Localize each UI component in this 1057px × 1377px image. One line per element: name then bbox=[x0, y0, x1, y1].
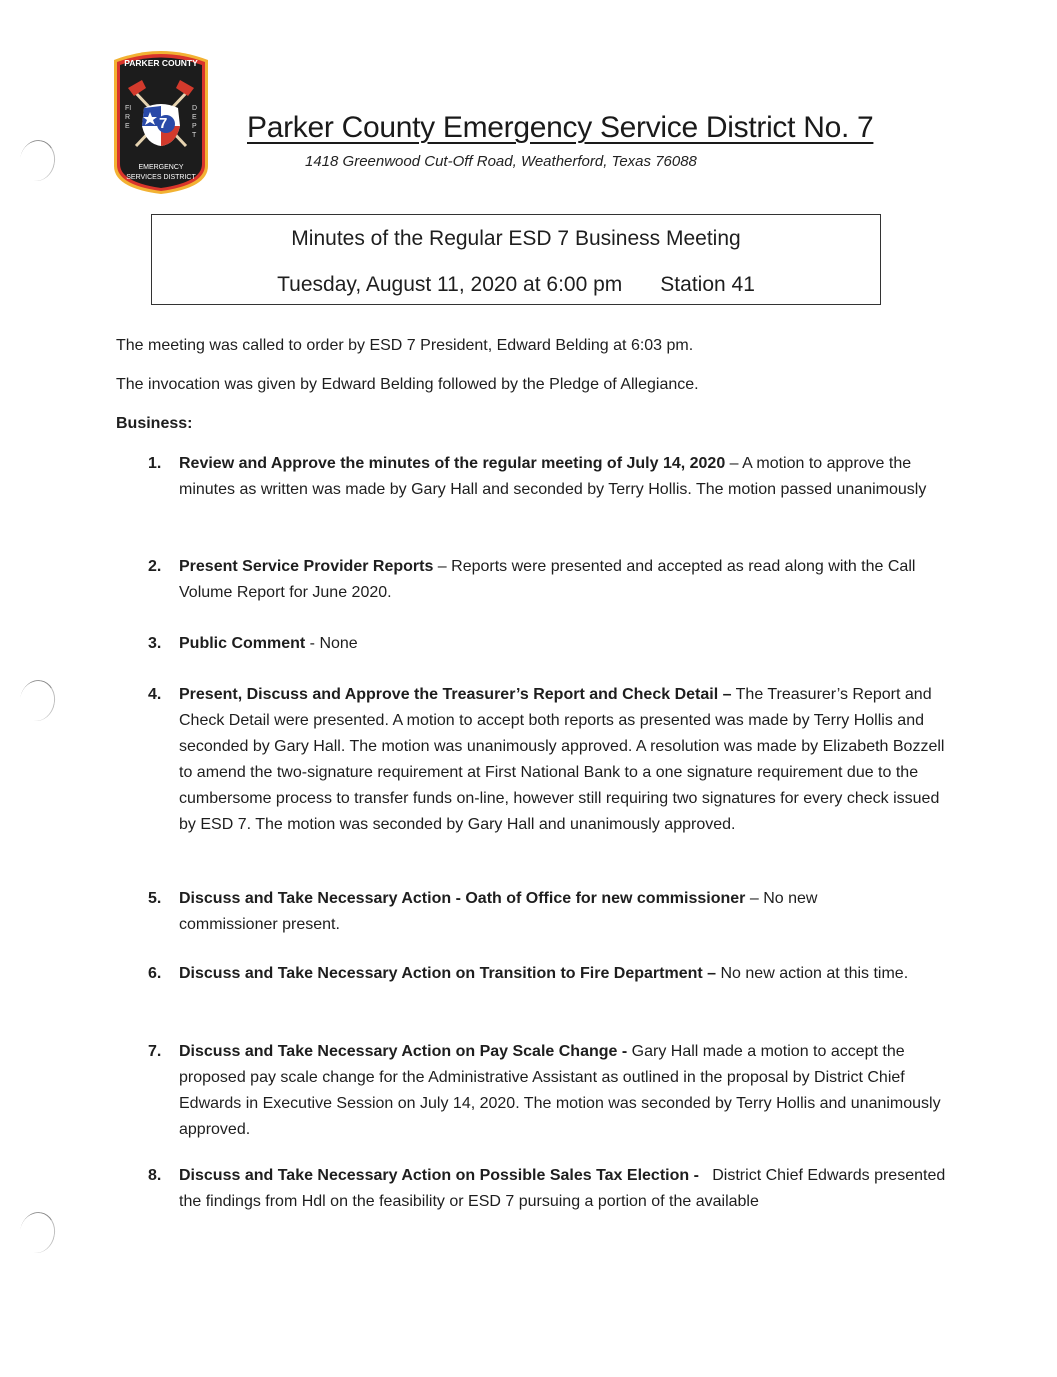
punch-hole-mark-middle bbox=[17, 677, 59, 723]
item-text: Reports were presented and accepted as read along with the Call Volume Report for June 2020. bbox=[179, 558, 916, 601]
punch-hole-mark-top bbox=[17, 137, 59, 183]
agenda-item-8 bbox=[148, 1163, 948, 1215]
item-number: 3. bbox=[148, 635, 162, 652]
logo-bottom-text-2: SERVICES DISTRICT bbox=[126, 174, 196, 181]
meeting-title-box bbox=[151, 214, 881, 305]
item-text: A motion to approve the minutes as written was made by Gary Hall and seconded by Terry Hollis. The motion passed unanimously bbox=[179, 455, 927, 498]
item-number: 7. bbox=[148, 1043, 162, 1060]
item-number: 2. bbox=[148, 558, 162, 575]
invocation-text: The invocation was given by Edward Belding followed by the Pledge of Allegiance. bbox=[116, 376, 699, 393]
item-heading: Discuss and Take Necessary Action - Oath of Office for new commissioner bbox=[179, 890, 746, 907]
item-text: Gary Hall made a motion to accept the proposed pay scale change for the Administrative Assistant as outlined in the proposal by District Chief Edwards in Executive Session on July 14, 2020. The motion was seconded by Terry Hollis and unanimously approved. bbox=[179, 1043, 941, 1138]
item-heading: Discuss and Take Necessary Action on Possible Sales Tax Election - bbox=[179, 1167, 699, 1184]
agenda-item-3 bbox=[148, 631, 948, 657]
item-separator: – bbox=[433, 558, 452, 575]
item-heading: Present Service Provider Reports bbox=[179, 558, 434, 575]
organization-address: 1418 Greenwood Cut-Off Road, Weatherford, Texas 76088 bbox=[305, 153, 697, 170]
item-heading: Public Comment bbox=[179, 635, 306, 652]
agenda-item-1 bbox=[148, 451, 948, 503]
esd-logo-badge bbox=[104, 46, 218, 196]
item-text: None bbox=[319, 635, 358, 652]
agenda-item-7 bbox=[148, 1039, 948, 1143]
item-heading: Discuss and Take Necessary Action on Transition to Fire Department – bbox=[179, 965, 717, 982]
meeting-location: Station 41 bbox=[660, 273, 755, 296]
item-separator: – bbox=[745, 890, 764, 907]
meeting-title: Minutes of the Regular ESD 7 Business Meeting bbox=[291, 227, 741, 250]
item-number: 5. bbox=[148, 890, 162, 907]
agenda-item-6 bbox=[148, 961, 948, 987]
business-heading: Business: bbox=[116, 415, 193, 432]
call-to-order-text: The meeting was called to order by ESD 7 President, Edward Belding at 6:03 pm. bbox=[116, 337, 694, 354]
item-separator: - bbox=[305, 635, 320, 652]
item-heading: Discuss and Take Necessary Action on Pay Scale Change - bbox=[179, 1043, 628, 1060]
logo-bottom-text-1: EMERGENCY bbox=[138, 164, 184, 171]
item-heading: Present, Discuss and Approve the Treasurer’s Report and Check Detail – bbox=[179, 686, 732, 703]
meeting-date-time: Tuesday, August 11, 2020 at 6:00 pm bbox=[277, 273, 623, 296]
item-number: 8. bbox=[148, 1167, 162, 1184]
logo-right-text: DEPT bbox=[192, 105, 198, 139]
logo-number: 7 bbox=[159, 115, 168, 132]
punch-hole-mark-bottom bbox=[17, 1209, 59, 1255]
item-separator bbox=[699, 1167, 712, 1184]
item-number: 6. bbox=[148, 965, 162, 982]
agenda-item-4 bbox=[148, 682, 948, 838]
item-separator: – bbox=[725, 455, 743, 472]
item-number: 1. bbox=[148, 455, 162, 472]
item-text: No new commissioner present. bbox=[179, 890, 818, 933]
agenda-item-2 bbox=[148, 554, 948, 606]
item-text: District Chief Edwards presented the findings from Hdl on the feasibility or ESD 7 pursuing a portion of the available bbox=[179, 1167, 950, 1210]
item-heading: Review and Approve the minutes of the regular meeting of July 14, 2020 bbox=[179, 455, 726, 472]
agenda-item-5 bbox=[148, 886, 948, 938]
item-text: The Treasurer’s Report and Check Detail were presented. A motion to accept both reports as presented was made by Terry Hollis and seconded by Gary Hall. The motion was unanimously approved. A resolution was made by Elizabeth Bozzell to amend the two-signature requirement at First National Bank to a one signature requirement due to the cumbersome process to transfer funds on-line, however still requiring two signatures for every check issued by ESD 7. The motion was seconded by Gary Hall and unanimously approved. bbox=[179, 686, 945, 833]
logo-top-text: PARKER COUNTY bbox=[124, 58, 198, 68]
organization-title: Parker County Emergency Service District No. 7 bbox=[247, 111, 874, 144]
item-text: No new action at this time. bbox=[720, 965, 909, 982]
meeting-date-location bbox=[152, 273, 880, 297]
item-number: 4. bbox=[148, 686, 162, 703]
logo-left-text: FIRE bbox=[125, 105, 132, 130]
